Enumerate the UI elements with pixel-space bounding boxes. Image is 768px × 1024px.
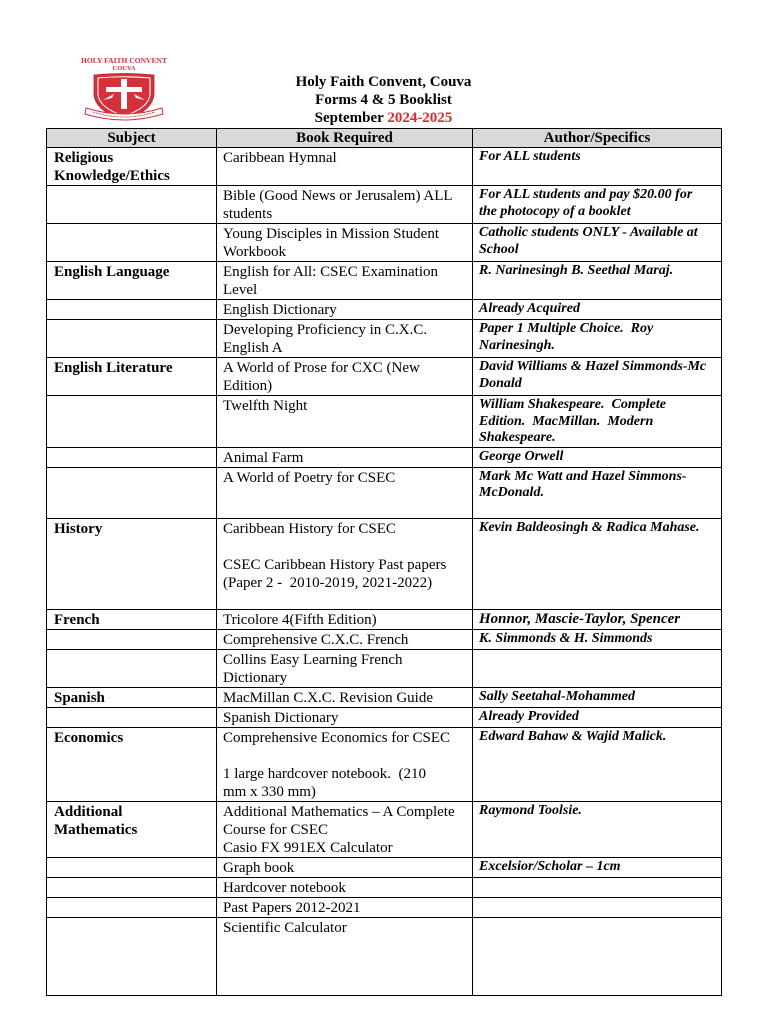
author-cell: Sally Seetahal-Mohammed [473, 687, 722, 707]
document-title [46, 73, 721, 127]
table-row [47, 396, 722, 448]
table-row [47, 320, 722, 358]
table-row [47, 687, 722, 707]
subject-cell: Economics [47, 727, 217, 801]
subject-cell [47, 897, 217, 917]
table-row [47, 707, 722, 727]
author-cell: Kevin Baldeosingh & Radica Mahase. [473, 518, 722, 609]
book-cell: A World of Poetry for CSEC [217, 467, 473, 518]
table-row [47, 518, 722, 609]
book-cell: MacMillan C.X.C. Revision Guide [217, 687, 473, 707]
book-cell: Scientific Calculator [217, 917, 473, 995]
subject-cell [47, 224, 217, 262]
book-cell: Past Papers 2012-2021 [217, 897, 473, 917]
author-cell: Already Provided [473, 707, 722, 727]
author-cell [473, 877, 722, 897]
author-cell [473, 649, 722, 687]
subject-cell: Additional Mathematics [47, 801, 217, 857]
subject-cell [47, 447, 217, 467]
title-term-prefix: September [314, 110, 384, 126]
book-cell: Additional Mathematics – A Complete Course for CSEC Casio FX 991EX Calculator [217, 801, 473, 857]
table-row [47, 857, 722, 877]
book-cell: Developing Proficiency in C.X.C. English A [217, 320, 473, 358]
subject-cell [47, 857, 217, 877]
header-subject: Subject [47, 129, 217, 148]
subject-cell [47, 320, 217, 358]
book-cell: Comprehensive Economics for CSEC 1 large hardcover notebook. (210 mm x 330 mm) [217, 727, 473, 801]
table-row [47, 917, 722, 995]
book-cell: Caribbean History for CSEC CSEC Caribbean History Past papers (Paper 2 - 2010-2019, 2021-2022) [217, 518, 473, 609]
author-cell: William Shakespeare. Complete Edition. MacMillan. Modern Shakespeare. [473, 396, 722, 448]
book-cell: Young Disciples in Mission Student Workbook [217, 224, 473, 262]
booklist-table [46, 128, 722, 996]
book-cell: Hardcover notebook [217, 877, 473, 897]
subject-cell [47, 300, 217, 320]
book-cell: Comprehensive C.X.C. French [217, 629, 473, 649]
subject-cell [47, 649, 217, 687]
author-cell: Mark Mc Watt and Hazel Simmons- McDonald. [473, 467, 722, 518]
author-cell: For ALL students and pay $20.00 for the photocopy of a booklet [473, 186, 722, 224]
subject-cell: Spanish [47, 687, 217, 707]
author-cell [473, 917, 722, 995]
author-cell: Edward Bahaw & Wajid Malick. [473, 727, 722, 801]
table-row [47, 467, 722, 518]
title-term-year: 2024-2025 [387, 110, 453, 126]
header-book-required: Book Required [217, 129, 473, 148]
author-cell: Honnor, Mascie-Taylor, Spencer [473, 609, 722, 629]
author-cell: K. Simmonds & H. Simmonds [473, 629, 722, 649]
book-cell: Collins Easy Learning French Dictionary [217, 649, 473, 687]
book-cell: Tricolore 4(Fifth Edition) [217, 609, 473, 629]
author-cell: Already Acquired [473, 300, 722, 320]
table-row [47, 186, 722, 224]
author-cell: Paper 1 Multiple Choice. Roy Narinesingh. [473, 320, 722, 358]
author-cell: R. Narinesingh B. Seethal Maraj. [473, 262, 722, 300]
author-cell: Excelsior/Scholar – 1cm [473, 857, 722, 877]
table-row [47, 877, 722, 897]
crest-text-line2: COUVA [112, 65, 136, 72]
table-row [47, 358, 722, 396]
subject-cell [47, 396, 217, 448]
crest-text-line1: HOLY FAITH CONVENT [81, 57, 168, 65]
booklist-title: Forms 4 & 5 Booklist [315, 92, 452, 108]
table-row [47, 300, 722, 320]
book-cell: Animal Farm [217, 447, 473, 467]
table-row [47, 609, 722, 629]
author-cell: David Williams & Hazel Simmonds-Mc Donald [473, 358, 722, 396]
subject-cell [47, 707, 217, 727]
subject-cell [47, 629, 217, 649]
subject-cell [47, 467, 217, 518]
table-row [47, 649, 722, 687]
book-cell: Bible (Good News or Jerusalem) ALL students [217, 186, 473, 224]
book-cell: A World of Prose for CXC (New Edition) [217, 358, 473, 396]
book-cell: Spanish Dictionary [217, 707, 473, 727]
subject-cell: English Language [47, 262, 217, 300]
title-term [46, 109, 721, 127]
subject-cell: English Literature [47, 358, 217, 396]
author-cell [473, 897, 722, 917]
table-row [47, 629, 722, 649]
book-cell: English for All: CSEC Examination Level [217, 262, 473, 300]
table-row [47, 897, 722, 917]
subject-cell: History [47, 518, 217, 609]
table-row [47, 801, 722, 857]
book-cell: English Dictionary [217, 300, 473, 320]
author-cell: Catholic students ONLY - Available at School [473, 224, 722, 262]
subject-cell: French [47, 609, 217, 629]
author-cell: Raymond Toolsie. [473, 801, 722, 857]
table-header-row [47, 129, 722, 148]
author-cell: For ALL students [473, 148, 722, 186]
author-cell: George Orwell [473, 447, 722, 467]
subject-cell [47, 917, 217, 995]
subject-cell [47, 877, 217, 897]
table-row [47, 224, 722, 262]
book-cell: Graph book [217, 857, 473, 877]
header-author-specifics: Author/Specifics [473, 129, 722, 148]
table-row [47, 148, 722, 186]
book-cell: Twelfth Night [217, 396, 473, 448]
subject-cell [47, 186, 217, 224]
table-row [47, 262, 722, 300]
subject-cell: Religious Knowledge/Ethics [47, 148, 217, 186]
book-cell: Caribbean Hymnal [217, 148, 473, 186]
school-name: Holy Faith Convent, Couva [295, 74, 472, 90]
table-row [47, 727, 722, 801]
table-row [47, 447, 722, 467]
